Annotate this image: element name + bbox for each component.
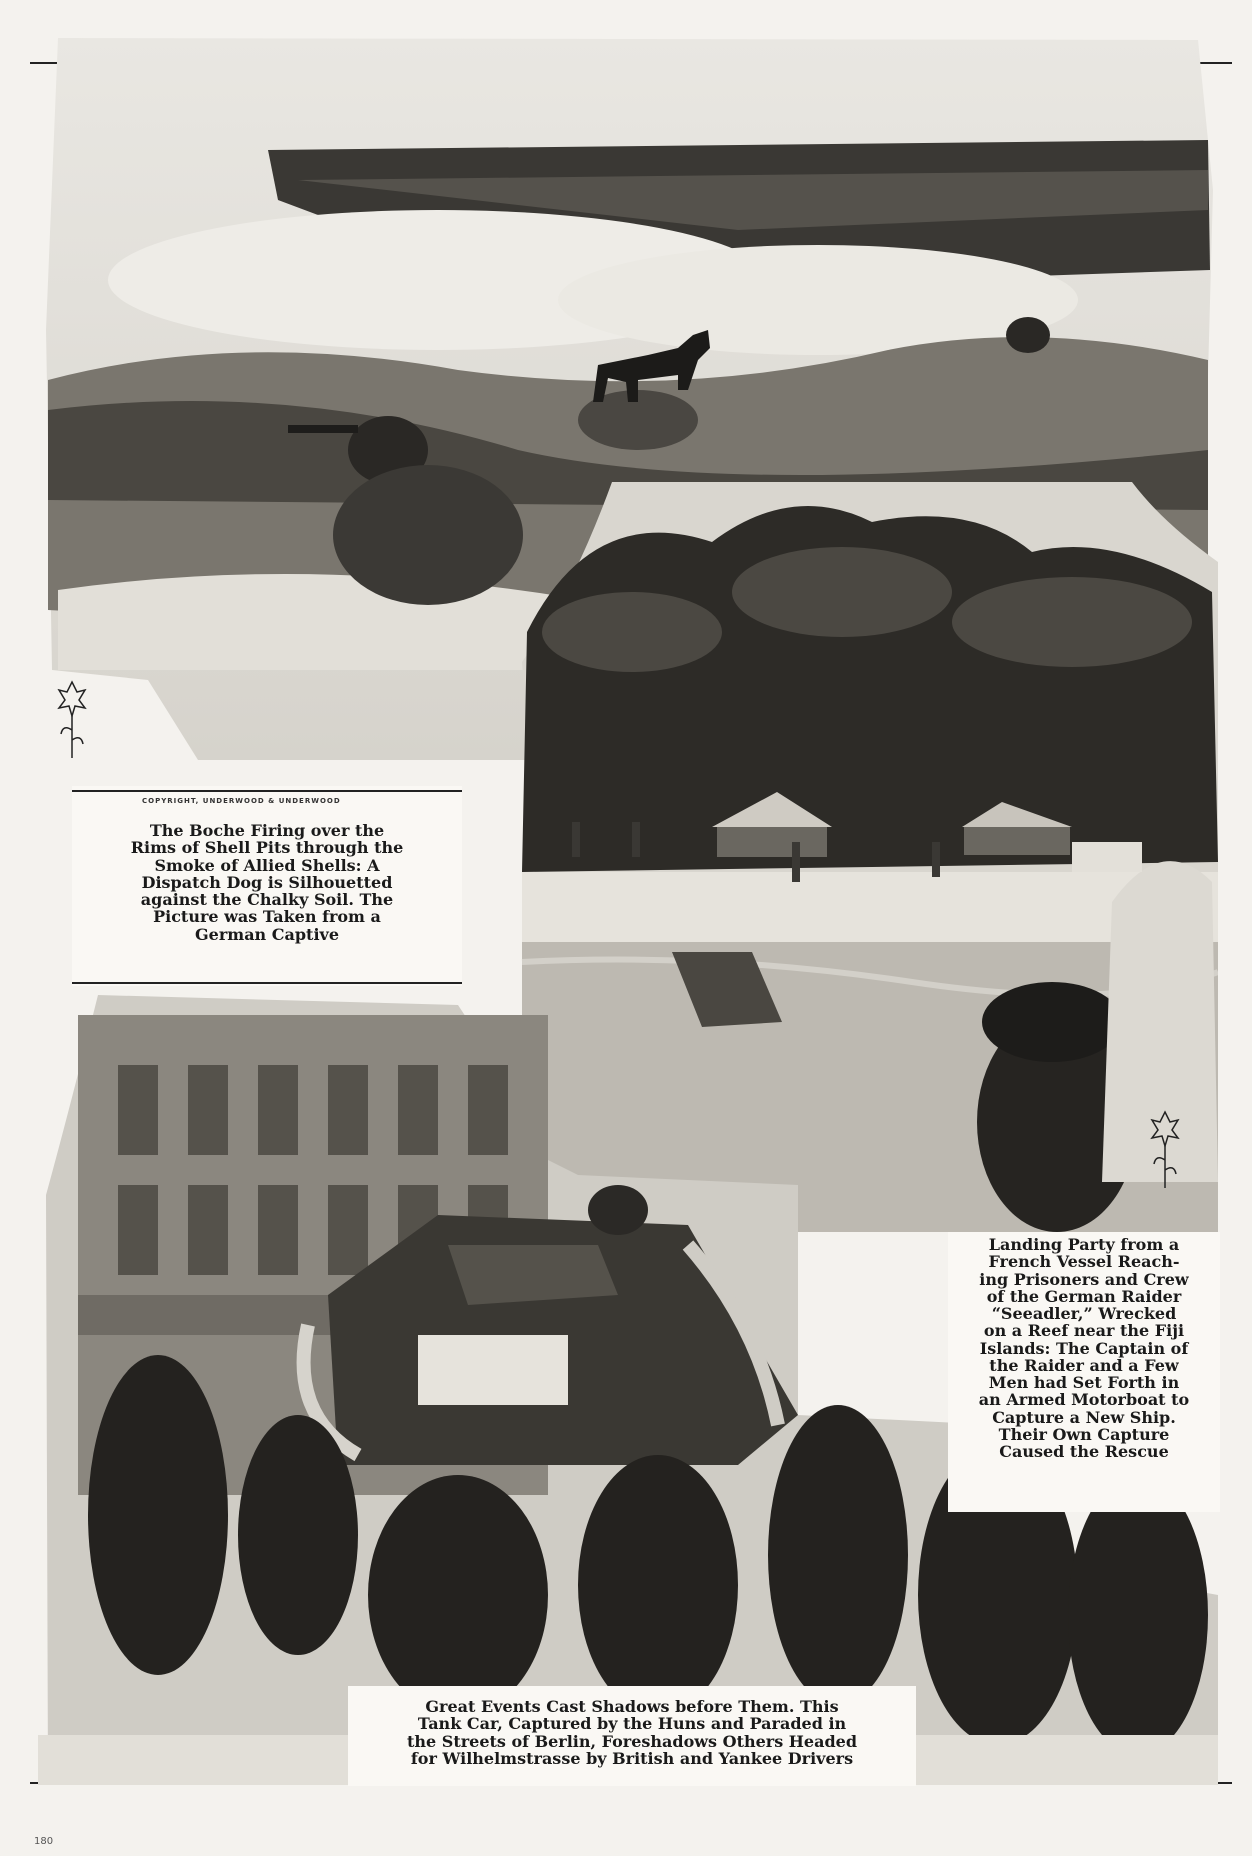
seeadler-caption-text: Landing Party from a French Vessel Reach- ing Prisoners and Crew of the German Raider “Seeadler,” Wrecked on a Reef near the Fiji Islands: The Captain of the Raider and a Few Men had Set Forth in an Armed Motorboat to Capture a New Ship. Their Own Capture Caused the Rescue [978,1235,1190,1462]
seeadler-caption-box [948,1232,1220,1512]
floral-ornament-left [55,680,89,762]
caption-bottom-rule [72,982,462,984]
floral-ornament-right [1148,1110,1182,1192]
copyright-notice: COPYRIGHT, UNDERWOOD & UNDERWOOD [142,797,341,805]
page-number: 180 [34,1836,54,1847]
caption-top-rule [72,790,462,792]
tank-caption-box [348,1686,916,1786]
boche-caption-box [72,786,462,986]
tank-caption-text: Great Events Cast Shadows before Them. This Tank Car, Captured by the Huns and Paraded in the Streets of Berlin, Foreshadows Others Headed for Wilhelmstrasse by British and Yankee Drivers [406,1697,857,1768]
boche-caption-text: The Boche Firing over the Rims of Shell Pits through the Smoke of Allied Shells: A Dispatch Dog is Silhouetted against the Chalky Soil. The Picture was Taken from a German Captive [130,821,404,944]
